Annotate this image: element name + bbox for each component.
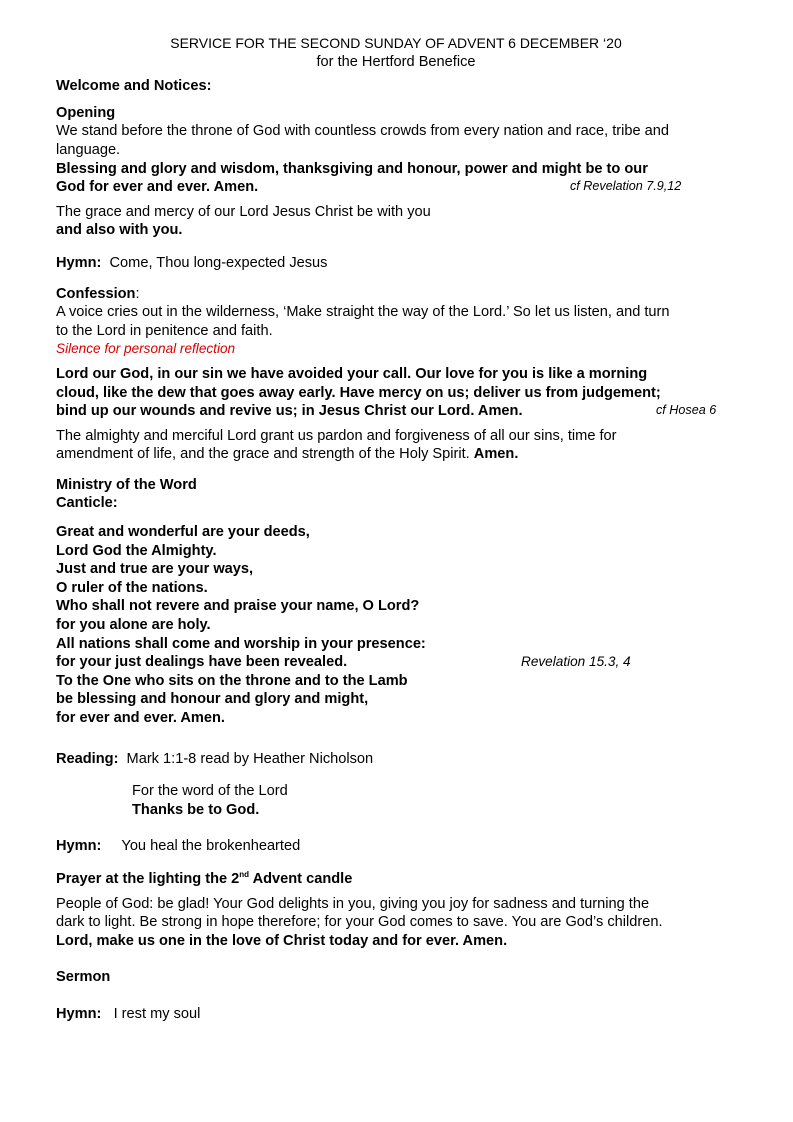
absolution-line: The almighty and merciful Lord grant us pardon and forgiveness of all our sins, time for — [56, 427, 617, 444]
hymn-label: Hymn: — [56, 1005, 102, 1022]
canticle-line: for your just dealings have been revealed. — [56, 654, 348, 671]
confession-text-line: to the Lord in penitence and faith. — [56, 322, 273, 339]
confession-citation: cf Hosea 6 — [656, 403, 717, 418]
silence-rubric — [56, 340, 736, 359]
canticle-line: for you alone are holy. — [56, 617, 211, 634]
canticle-line: Just and true are your ways, — [56, 561, 254, 578]
service-sheet — [56, 34, 736, 1024]
reading-text: Mark 1:1-8 read by Heather Nicholson — [126, 750, 374, 767]
confession-prayer-line: cloud, like the dew that goes away early. Have mercy on us; deliver us from judgement; — [56, 384, 661, 401]
ministry-heading: Ministry of the Word — [56, 476, 197, 493]
canticle-line: be blessing and honour and glory and might, — [56, 691, 369, 708]
hymn-two — [56, 837, 736, 856]
reading-row — [56, 750, 736, 769]
opening-response-line: Blessing and glory and wisdom, thanksgiving and honour, power and might be to our — [56, 160, 648, 177]
canticle-line: All nations shall come and worship in your presence: — [56, 635, 426, 652]
absolution-line — [56, 445, 736, 464]
grace-line: The grace and mercy of our Lord Jesus Christ be with you — [56, 203, 431, 220]
ordinal-suffix: nd — [239, 870, 250, 880]
hymn-title: I rest my soul — [113, 1005, 201, 1022]
candle-prayer-heading — [56, 870, 736, 889]
canticle-line: Lord God the Almighty. — [56, 542, 217, 559]
hymn-title: You heal the brokenhearted — [121, 838, 301, 855]
canticle-line: O ruler of the nations. — [56, 579, 208, 596]
confession-prayer-line: Lord our God, in our sin we have avoided your call. Our love for you is like a morning — [56, 365, 648, 382]
hymn-label: Hymn: — [56, 254, 102, 271]
hymn-title: Come, Thou long-expected Jesus — [109, 254, 328, 271]
candle-prayer-line: People of God: be glad! Your God delights in you, giving you joy for sadness and turning the — [56, 895, 650, 912]
hymn-label: Hymn: — [56, 838, 102, 855]
canticle-line: for ever and ever. Amen. — [56, 710, 225, 726]
candle-prayer-response: Lord, make us one in the love of Christ today and for ever. Amen. — [56, 932, 508, 949]
absolution-amen: Amen. — [473, 446, 519, 463]
candle-prayer-heading-rest: Advent candle — [249, 870, 353, 887]
hymn-three — [56, 1005, 736, 1024]
canticle-line: Who shall not revere and praise your name, O Lord? — [56, 598, 420, 615]
hymn-one — [56, 254, 736, 273]
silence-rest: for personal reflection — [100, 341, 236, 357]
document-subtitle: for the Hertford Benefice — [316, 53, 476, 70]
reading-label: Reading: — [56, 750, 119, 767]
silence-word: Silence — [56, 341, 101, 357]
opening-text-line: language. — [56, 141, 121, 158]
welcome-heading: Welcome and Notices: — [56, 78, 212, 95]
candle-prayer-line: dark to light. Be strong in hope therefore; for your God comes to save. You are God’s children. — [56, 914, 663, 931]
opening-heading: Opening — [56, 104, 116, 121]
sermon-heading: Sermon — [56, 969, 111, 986]
grace-response: and also with you. — [56, 222, 183, 239]
candle-prayer-heading-text: Prayer at the lighting the 2 — [56, 870, 240, 887]
confession-prayer-line: bind up our wounds and revive us; in Jesus Christ our Lord. Amen. — [56, 403, 523, 420]
opening-text-line: We stand before the throne of God with countless crowds from every nation and race, tribe and — [56, 123, 670, 140]
opening-response-line: God for ever and ever. Amen. — [56, 179, 259, 196]
canticle-citation: Revelation 15.3, 4 — [521, 654, 631, 670]
absolution-text: amendment of life, and the grace and strength of the Holy Spirit. — [56, 446, 470, 463]
canticle-line: Great and wonderful are your deeds, — [56, 524, 310, 541]
reading-response: Thanks be to God. — [132, 801, 260, 818]
opening-citation: cf Revelation 7.9,12 — [570, 179, 682, 194]
canticle-line: To the One who sits on the throne and to the Lamb — [56, 672, 408, 689]
document-title: SERVICE FOR THE SECOND SUNDAY OF ADVENT 6 DECEMBER ‘20 — [170, 35, 622, 51]
canticle-text — [56, 523, 736, 728]
confession-colon: : — [135, 285, 140, 302]
canticle-heading: Canticle: — [56, 495, 118, 512]
confession-heading: Confession — [56, 285, 136, 302]
reading-versicle: For the word of the Lord — [132, 783, 288, 800]
confession-heading-row — [56, 285, 736, 304]
confession-text-line: A voice cries out in the wilderness, ‘Make straight the way of the Lord.’ So let us listen, and turn — [56, 304, 670, 321]
